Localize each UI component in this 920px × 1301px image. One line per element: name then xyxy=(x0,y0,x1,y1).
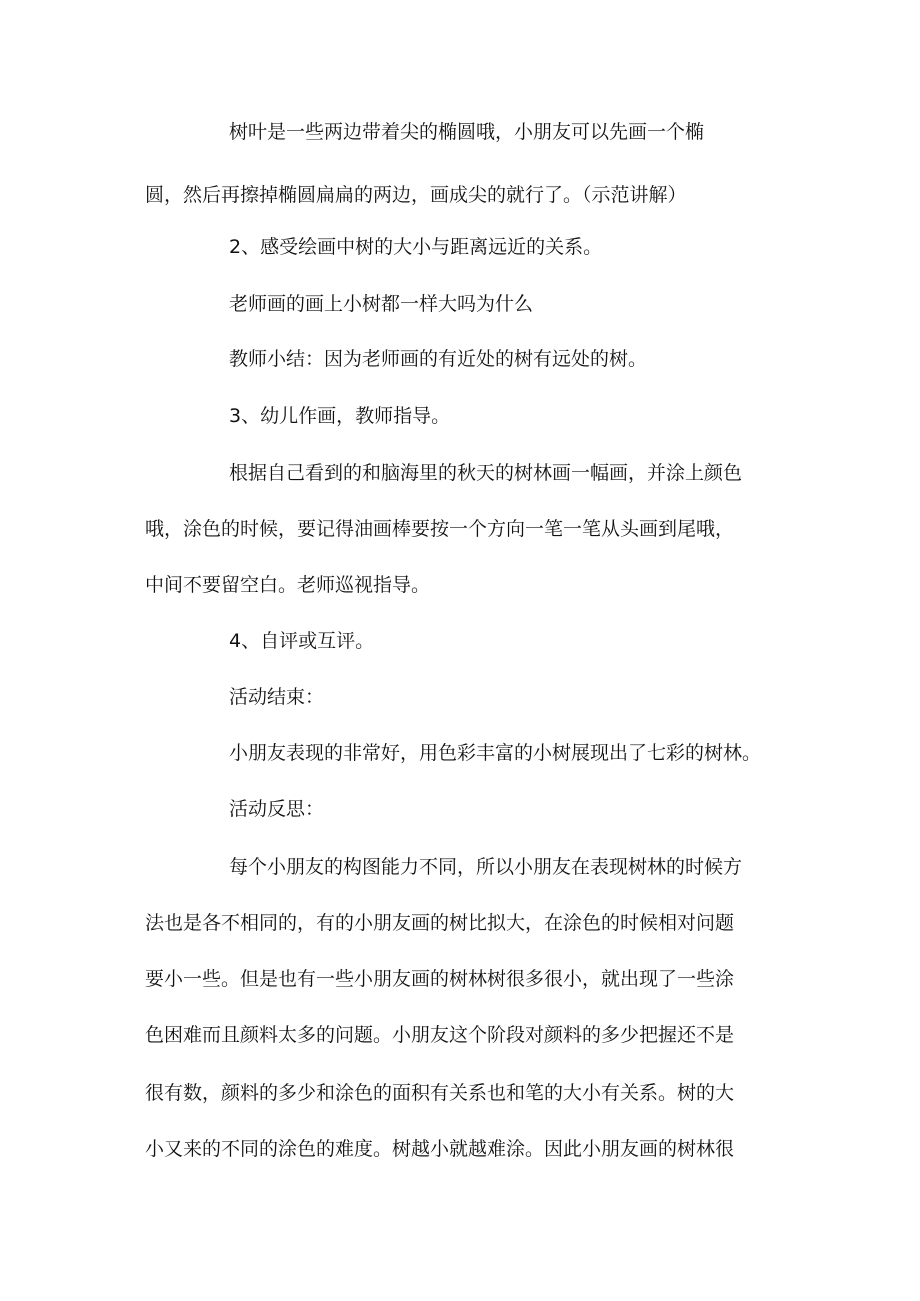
paragraph-line: 很有数，颜料的多少和涂色的面积有关系也和笔的大小有关系。树的大 xyxy=(145,1082,735,1104)
paragraph-line: 老师画的画上小树都一样大吗为什么 xyxy=(229,293,534,315)
section-heading: 活动结束： xyxy=(229,686,325,708)
paragraph-line: 每个小朋友的构图能力不同，所以小朋友在表现树林的时候方 xyxy=(229,856,743,878)
section-heading: 3、幼儿作画，教师指导。 xyxy=(229,405,451,427)
paragraph-line: 教师小结：因为老师画的有近处的树有远处的树。 xyxy=(229,348,648,370)
paragraph-line: 圆，然后再擦掉椭圆扁扁的两边，画成尖的就行了。（示范讲解） xyxy=(145,184,687,206)
paragraph-line: 法也是各不相同的，有的小朋友画的树比拟大，在涂色的时候相对问题 xyxy=(145,912,735,934)
paragraph-line: 色困难而且颜料太多的问题。小朋友这个阶段对颜料的多少把握还不是 xyxy=(145,1024,735,1046)
paragraph-line: 哦，涂色的时候，要记得油画棒要按一个方向一笔一笔从头画到尾哦， xyxy=(145,518,735,540)
paragraph-line: 小又来的不同的涂色的难度。树越小就越难涂。因此小朋友画的树林很 xyxy=(145,1138,735,1160)
section-heading: 活动反思： xyxy=(229,798,325,820)
paragraph-line: 要小一些。但是也有一些小朋友画的树林树很多很小，就出现了一些涂 xyxy=(145,968,735,990)
paragraph-line: 树叶是一些两边带着尖的椭圆哦，小朋友可以先画一个椭 xyxy=(229,121,705,143)
paragraph-line: 根据自己看到的和脑海里的秋天的树林画一幅画，并涂上颜色 xyxy=(229,462,743,484)
paragraph-line: 中间不要留空白。老师巡视指导。 xyxy=(145,574,431,596)
paragraph-line: 小朋友表现的非常好，用色彩丰富的小树展现出了七彩的树林。 xyxy=(229,742,762,764)
section-heading: 2、感受绘画中树的大小与距离远近的关系。 xyxy=(229,236,603,258)
section-heading: 4、自评或互评。 xyxy=(229,630,375,652)
